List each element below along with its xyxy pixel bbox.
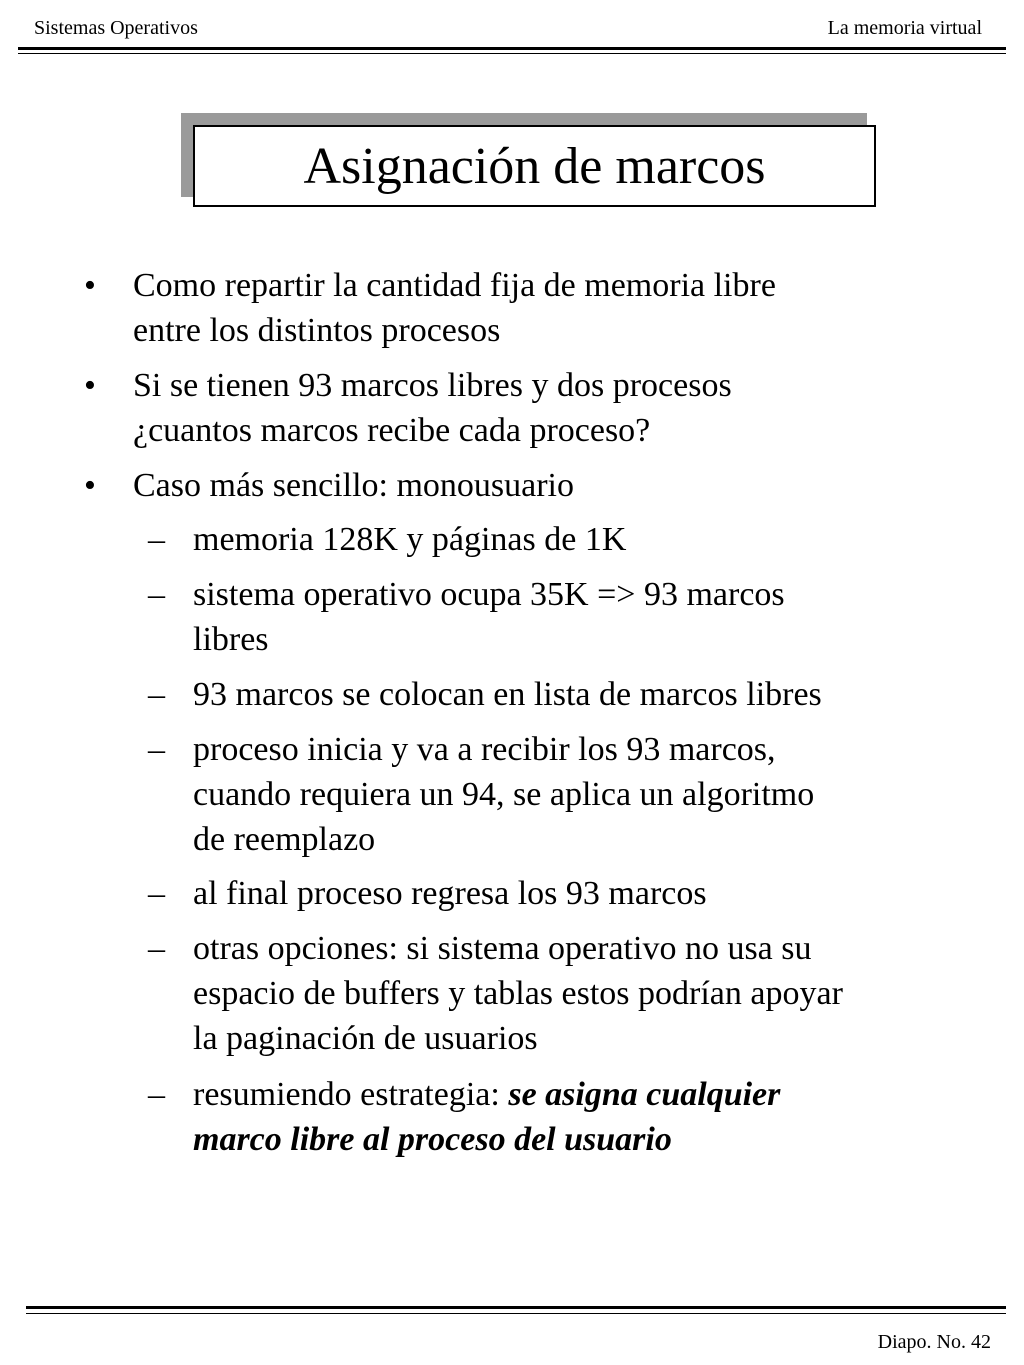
- sub-line: memoria 128K y páginas de 1K: [193, 521, 627, 558]
- sub-text: [193, 672, 933, 717]
- header-rule-thick: [18, 47, 1006, 50]
- sub-line: libres: [193, 621, 269, 658]
- strategy-emphasis: se asigna cualquier: [508, 1076, 781, 1113]
- sub-line: cuando requiera un 94, se aplica un algoritmo: [193, 776, 815, 813]
- sub-line: proceso inicia y va a recibir los 93 marcos,: [193, 731, 776, 768]
- sub-line: de reemplazo: [193, 821, 376, 858]
- slide-header-right: La memoria virtual: [827, 17, 982, 39]
- sub-line: la paginación de usuarios: [193, 1020, 538, 1057]
- sub-marker: –: [148, 875, 165, 912]
- footer-rule-thin: [26, 1313, 1006, 1314]
- sub-text: [193, 517, 933, 562]
- sub-marker: –: [148, 930, 165, 967]
- bullet-text: [133, 363, 893, 453]
- sub-text: [193, 727, 933, 862]
- sub-text: [193, 926, 933, 1061]
- bullet-marker: •: [84, 467, 96, 504]
- sub-text: [193, 572, 933, 662]
- sub-line: [193, 1072, 933, 1117]
- slide-number: Diapo. No. 42: [877, 1331, 991, 1353]
- sub-marker: –: [148, 1076, 165, 1113]
- sub-line: espacio de buffers y tablas estos podrían apoyar: [193, 975, 843, 1012]
- bullet-text: [133, 463, 893, 508]
- sub-line: 93 marcos se colocan en lista de marcos libres: [193, 676, 822, 713]
- bullet-marker: •: [84, 267, 96, 304]
- bullet-marker: •: [84, 367, 96, 404]
- footer-rule-thick: [26, 1306, 1006, 1309]
- title-box: [193, 125, 876, 207]
- sub-marker: –: [148, 521, 165, 558]
- bullet-line: Si se tienen 93 marcos libres y dos procesos: [133, 367, 732, 404]
- bullet-line: ¿cuantos marcos recibe cada proceso?: [133, 412, 651, 449]
- header-rule-thin: [18, 53, 1006, 54]
- sub-marker: –: [148, 576, 165, 613]
- sub-line: sistema operativo ocupa 35K => 93 marcos: [193, 576, 785, 613]
- sub-text: [193, 871, 933, 916]
- strategy-emphasis: marco libre al proceso del usuario: [193, 1121, 672, 1158]
- sub-line: [193, 1117, 933, 1162]
- slide-header-left: Sistemas Operativos: [34, 17, 198, 39]
- bullet-text: [133, 263, 893, 353]
- sub-line: al final proceso regresa los 93 marcos: [193, 875, 707, 912]
- bullet-line: entre los distintos procesos: [133, 312, 501, 349]
- bullet-line: Caso más sencillo: monousuario: [133, 467, 575, 504]
- slide-title: Asignación de marcos: [303, 138, 766, 195]
- strategy-prefix: resumiendo estrategia:: [193, 1076, 509, 1113]
- sub-text: [193, 1072, 933, 1162]
- sub-marker: –: [148, 676, 165, 713]
- bullet-line: Como repartir la cantidad fija de memoria libre: [133, 267, 776, 304]
- sub-marker: –: [148, 731, 165, 768]
- sub-line: otras opciones: si sistema operativo no usa su: [193, 930, 812, 967]
